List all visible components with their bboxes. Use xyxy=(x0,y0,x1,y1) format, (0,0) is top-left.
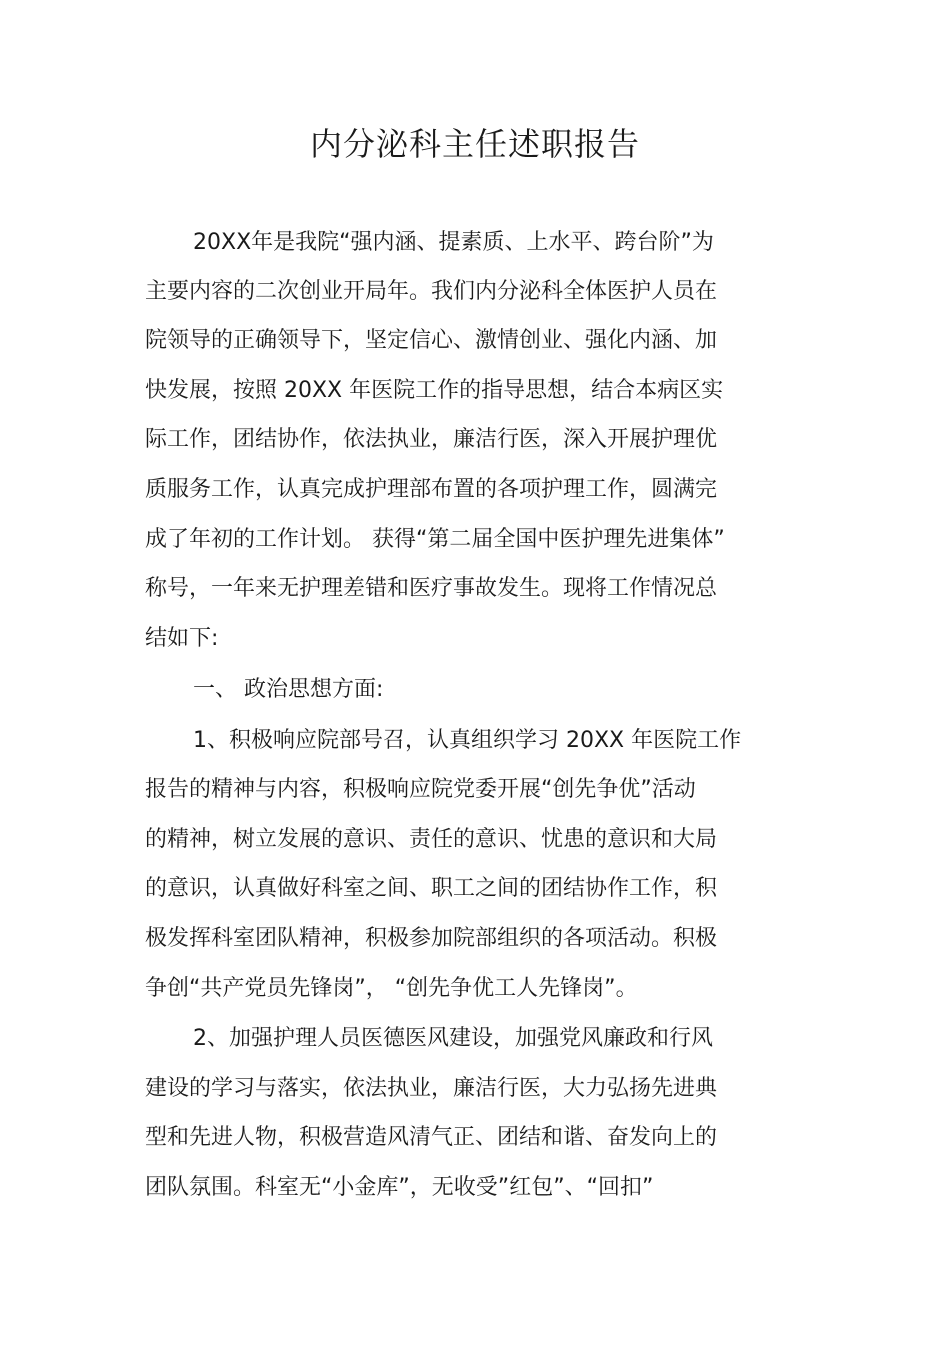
paragraph-line: 2、加强护理人员医德医风建设，加强党风廉政和行风 xyxy=(193,1026,713,1051)
paragraph-line: 结如下: xyxy=(145,626,219,651)
paragraph-line: 争创“共产党员先锋岗”， “创先争优工人先锋岗”。 xyxy=(145,976,638,1001)
paragraph-line: 际工作，团结协作，依法执业，廉洁行医，深入开展护理优 xyxy=(145,427,718,452)
paragraph-line: 的精神，树立发展的意识、责任的意识、忧患的意识和大局 xyxy=(145,827,718,852)
paragraph-line: 院领导的正确领导下，坚定信心、激情创业、强化内涵、加 xyxy=(145,328,718,353)
paragraph-line: 1、积极响应院部号召，认真组织学习 20XX 年医院工作 xyxy=(193,728,742,753)
paragraph-line: 主要内容的二次创业开局年。我们内分泌科全体医护人员在 xyxy=(145,279,718,304)
paragraph-line: 极发挥科室团队精神，积极参加院部组织的各项活动。积极 xyxy=(145,926,718,951)
paragraph-line: 称号，一年来无护理差错和医疗事故发生。现将工作情况总 xyxy=(145,576,718,601)
paragraph-line: 建设的学习与落实，依法执业，廉洁行医，大力弘扬先进典 xyxy=(145,1076,718,1101)
paragraph-line: 快发展，按照 20XX 年医院工作的指导思想，结合本病区实 xyxy=(145,378,724,403)
paragraph-line: 报告的精神与内容，积极响应院党委开展“创先争优”活动 xyxy=(145,777,696,802)
paragraph-line: 团队氛围。科室无“小金库”，无收受”红包”、“回扣” xyxy=(145,1175,654,1200)
paragraph-line: 质服务工作，认真完成护理部布置的各项护理工作，圆满完 xyxy=(145,477,718,502)
paragraph-line: 成了年初的工作计划。 获得“第二届全国中医护理先进集体” xyxy=(145,527,725,552)
paragraph-line: 20XX年是我院“强内涵、提素质、上水平、跨台阶”为 xyxy=(193,230,714,255)
paragraph-line: 型和先进人物，积极营造风清气正、团结和谐、奋发向上的 xyxy=(145,1125,718,1150)
section-heading: 一、 政治思想方面: xyxy=(193,677,384,702)
document-title: 内分泌科主任述职报告 xyxy=(309,125,640,163)
paragraph-line: 的意识，认真做好科室之间、职工之间的团结协作工作，积 xyxy=(145,876,718,901)
